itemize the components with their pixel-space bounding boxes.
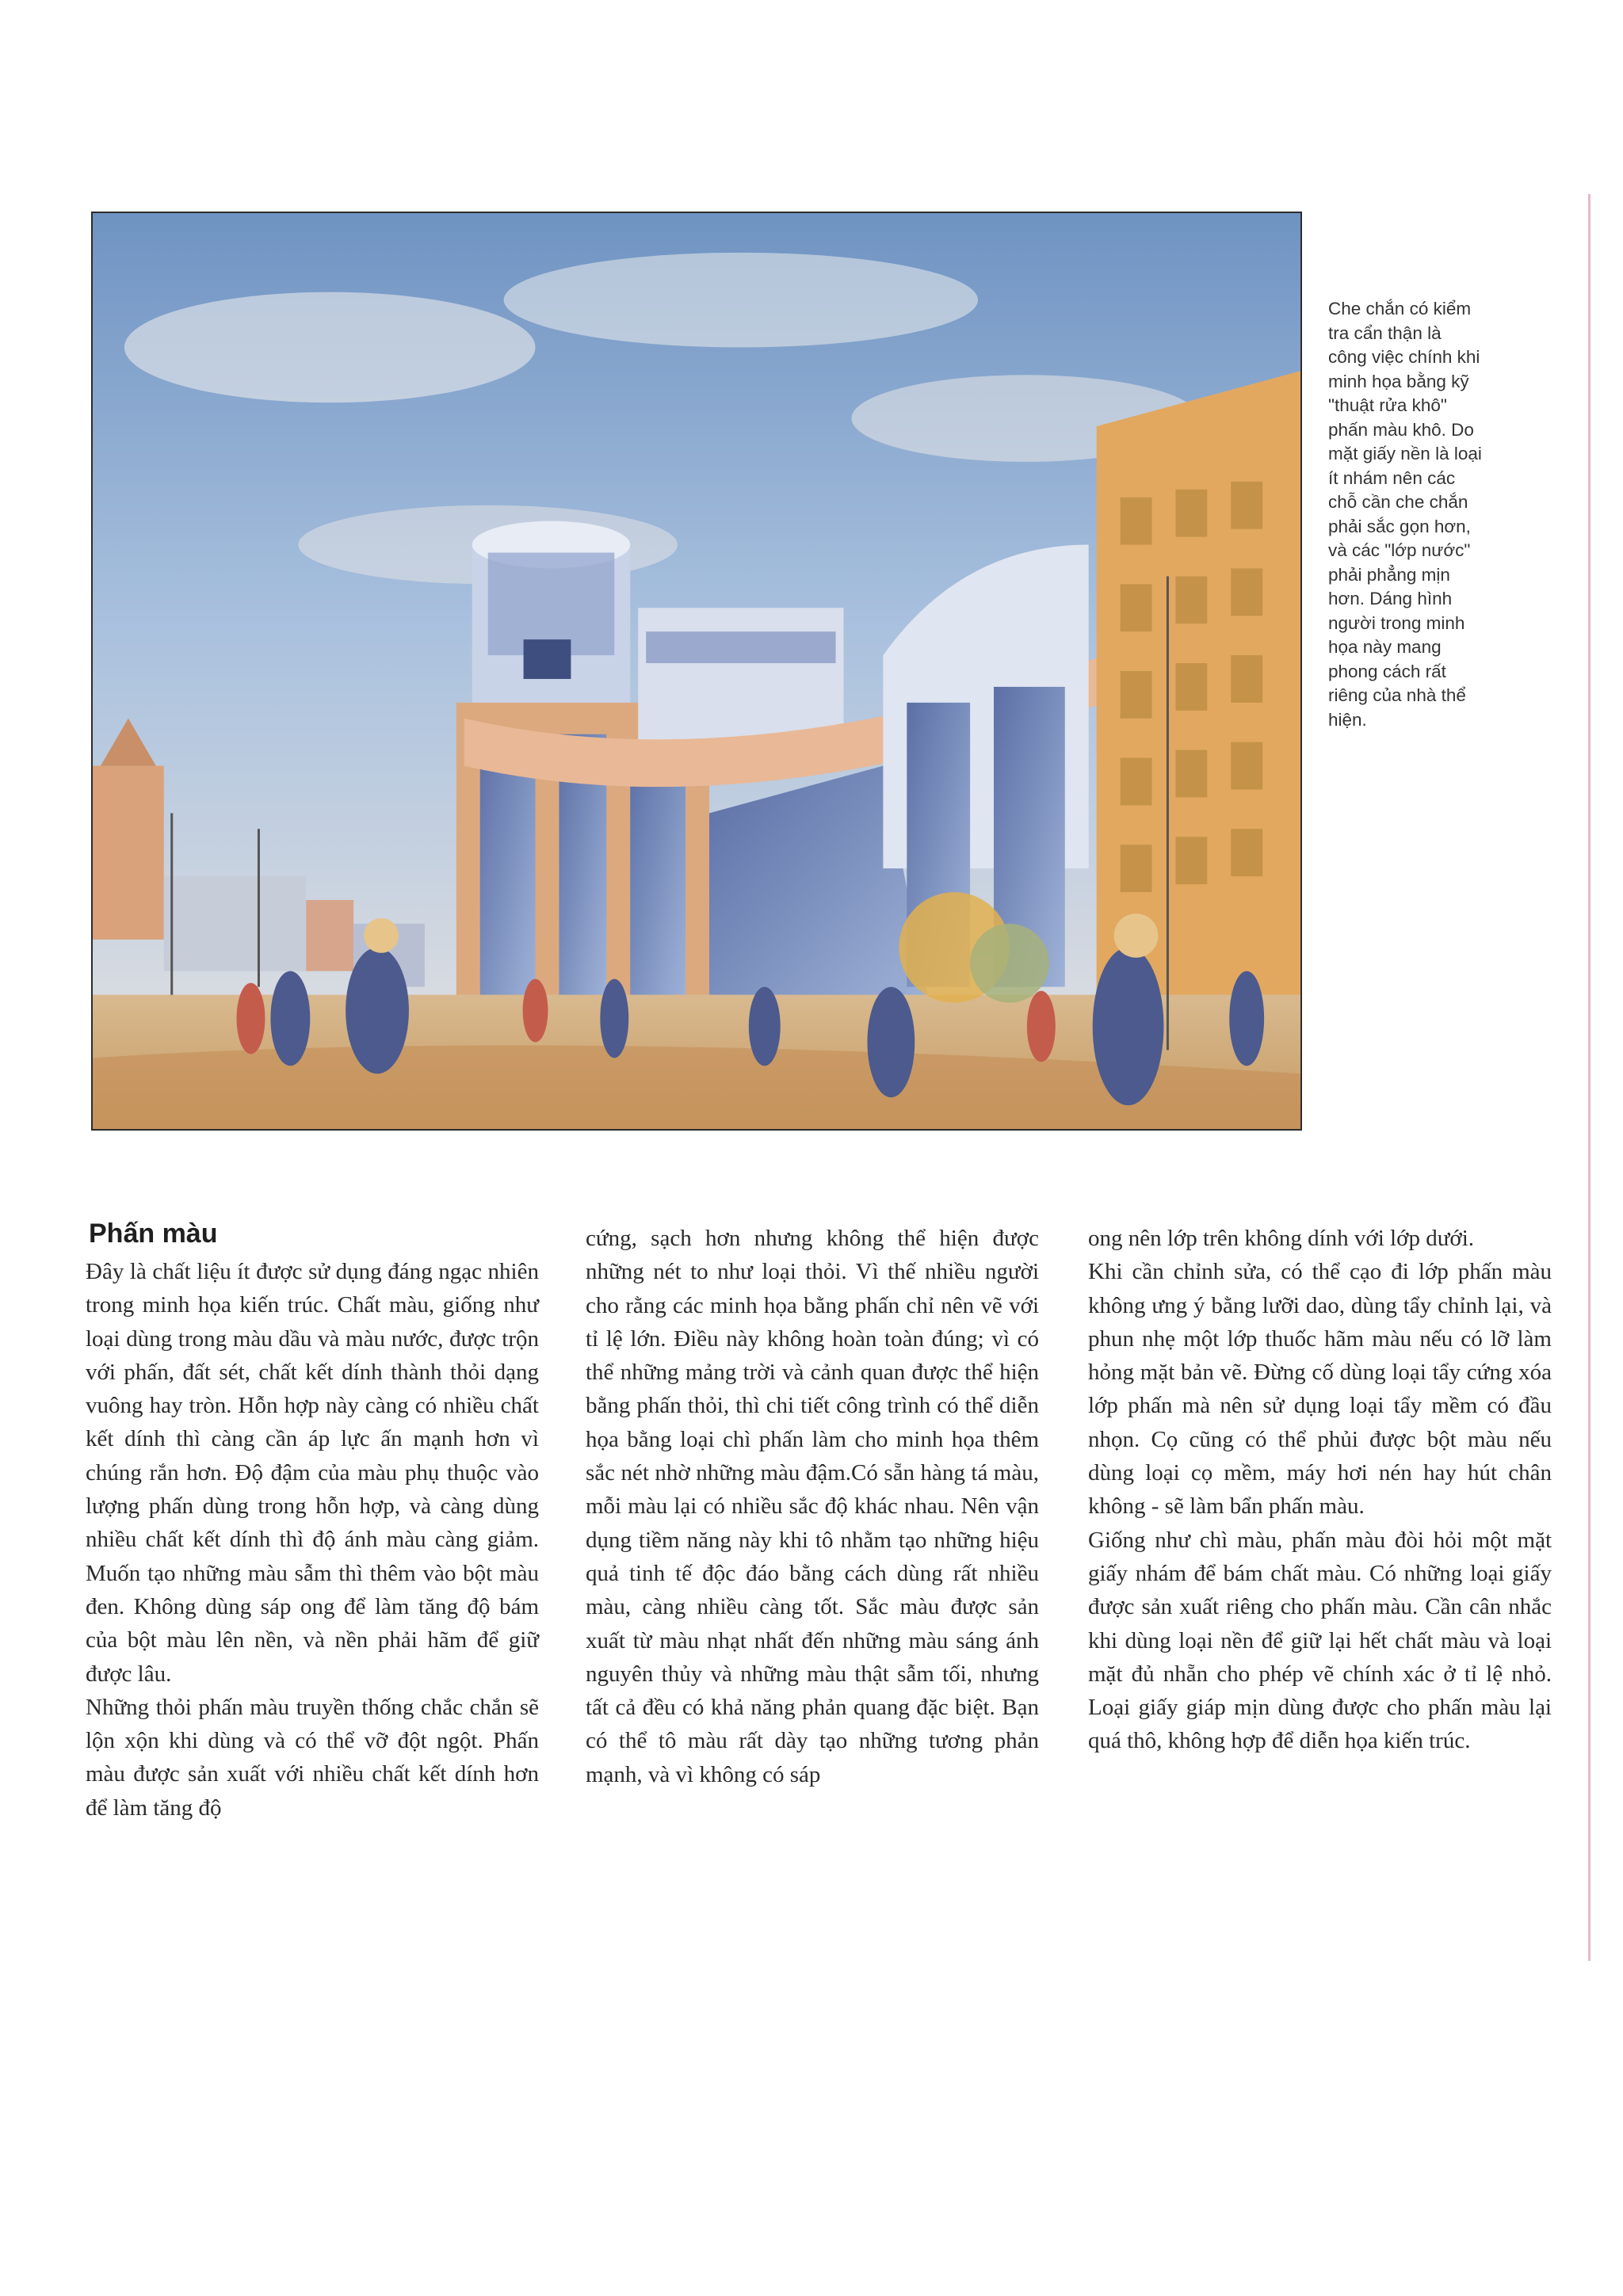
street-scene-painting	[93, 213, 1300, 1129]
text-column-3	[1088, 1222, 1552, 1758]
paragraph: Giống như chì màu, phấn màu đòi hỏi một mặt giấy nhám để bám chất màu. Có những loại giấy được sản xuất riêng cho phấn màu. Cần cân nhắc khi dùng loại nền để giữ lại hết chất màu và loại mặt đủ nhẵn cho phép vẽ chính xác ở tỉ lệ nhỏ. Loại giấy giáp mịn dùng được cho phấn màu lại quá thô, không hợp để diễn họa kiến trúc.	[1088, 1527, 1552, 1754]
section-heading: Phấn màu	[89, 1219, 218, 1249]
paragraph: Những thỏi phấn màu truyền thống chắc chắn sẽ lộn xộn khi dùng và có thể vỡ đột ngột. Phấn màu được sản xuất với nhiều chất kết dính hơn để làm tăng độ	[86, 1694, 539, 1821]
architectural-illustration	[91, 212, 1302, 1131]
paragraph: Khi cần chỉnh sửa, có thể cạo đi lớp phấn màu không ưng ý bằng lưỡi dao, dùng tẩy chỉnh lại, và phun nhẹ một lớp thuốc hãm màu nếu có lỡ làm hỏng mặt bản vẽ. Đừng cố dùng loại tẩy cứng xóa lớp phấn mà nên sử dụng loại tẩy mềm có đầu nhọn. Cọ cũng có thể phủi được bột màu nếu dùng loại cọ mềm, máy hơi nén hay hút chân không - sẽ làm bẩn phấn màu.	[1088, 1259, 1552, 1520]
paragraph: cứng, sạch hơn nhưng không thể hiện được những nét to như loại thỏi. Vì thế nhiều người cho rằng các minh họa bằng phấn chỉ nên vẽ với tỉ lệ lớn. Điều này không hoàn toàn đúng; vì có thể những mảng trời và cảnh quan được thể hiện bằng phấn thỏi, thì chi tiết công trình có thể diễn họa bằng loại chì phấn làm cho minh họa thêm sắc nét nhờ những màu đậm.Có sẵn hàng tá màu, mỗi màu lại có nhiều sắc độ khác nhau. Nên vận dụng tiềm năng này khi tô nhằm tạo những hiệu quả tinh tế độc đáo bằng cách dùng rất nhiều màu, càng nhiều càng tốt. Sắc màu được sản xuất từ màu nhạt nhất đến những màu sáng ánh nguyên thủy và những màu thật sẫm tối, nhưng tất cả đều có khả năng phản quang đặc biệt. Bạn có thể tô màu rất dày tạo những tương phản mạnh, và vì không có sáp	[586, 1226, 1039, 1787]
text-column-2	[586, 1222, 1039, 1791]
text-column-1	[86, 1255, 539, 1825]
figure-caption: Che chắn có kiểm tra cẩn thận là công việc chính khi minh họa bằng kỹ "thuật rửa khô" phấn màu khô. Do mặt giấy nền là loại ít nhám nên các chỗ cần che chắn phải sắc gọn hơn, và các "lớp nước" phải phẳng mịn hơn. Dáng hình người trong minh họa này mang phong cách rất riêng của nhà thể hiện.	[1328, 299, 1482, 730]
page-edge-line	[1588, 194, 1591, 1961]
paragraph: Đây là chất liệu ít được sử dụng đáng ngạc nhiên trong minh họa kiến trúc. Chất màu, giống như loại dùng trong màu dầu và màu nước, được trộn với phấn, đất sét, chất kết dính thành thỏi dạng vuông hay tròn. Hỗn hợp này càng có nhiều chất kết dính thì càng cần áp lực ấn mạnh hơn vì chúng rắn hơn. Độ đậm của màu phụ thuộc vào lượng phấn dùng trong hỗn hợp, và càng dùng nhiều chất kết dính thì độ ánh màu càng giảm. Muốn tạo những màu sẫm thì thêm vào bột màu đen. Không dùng sáp ong để làm tăng độ bám của bột màu lên nền, và nền phải hãm để giữ được lâu.	[86, 1259, 539, 1687]
paragraph: ong nên lớp trên không dính với lớp dưới.	[1088, 1226, 1475, 1251]
